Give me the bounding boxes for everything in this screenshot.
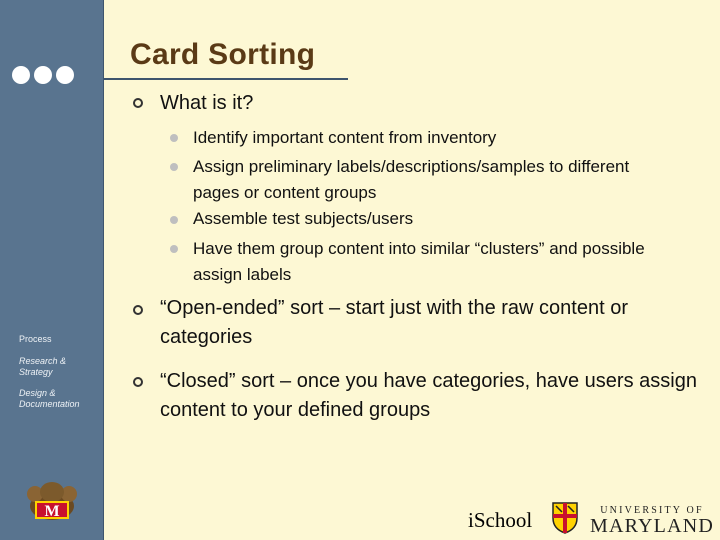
title-underline bbox=[103, 78, 348, 80]
university-line-1: UNIVERSITY OF bbox=[600, 505, 704, 516]
bullet-closed-sort: “Closed” sort – once you have categories, have users assign content to your defined groups bbox=[160, 370, 697, 421]
slide-title: Card Sorting bbox=[130, 38, 316, 71]
bullet-what-is-it: What is it? bbox=[160, 92, 254, 114]
circle-icon bbox=[34, 66, 52, 84]
subitem-assemble: Assemble test subjects/users bbox=[193, 209, 414, 228]
sidebar bbox=[0, 0, 104, 540]
decorative-circles bbox=[12, 66, 74, 84]
bullet-icon bbox=[133, 377, 143, 387]
bullet-open-ended-sort: “Open-ended” sort – start just with the raw content or categories bbox=[160, 297, 628, 348]
mascot-letter: M bbox=[44, 503, 60, 520]
sub-bullet-icon bbox=[170, 134, 178, 142]
bullet-icon bbox=[133, 305, 143, 315]
sidebar-item-research-strategy[interactable]: Research & Strategy bbox=[19, 356, 67, 377]
university-seal-icon bbox=[550, 500, 580, 534]
sub-bullet-icon bbox=[170, 216, 178, 224]
circle-icon bbox=[12, 66, 30, 84]
subitem-identify: Identify important content from inventory bbox=[193, 128, 497, 147]
sub-bullet-icon bbox=[170, 245, 178, 253]
university-wordmark bbox=[588, 505, 716, 536]
university-line-2: MARYLAND bbox=[589, 515, 715, 537]
sidebar-item-process[interactable]: Process bbox=[19, 334, 52, 344]
terrapin-mascot-logo bbox=[22, 480, 82, 524]
sub-bullet-icon bbox=[170, 163, 178, 171]
ischool-wordmark: iSchool bbox=[468, 507, 533, 532]
footer-brand bbox=[468, 505, 532, 535]
subitem-assign-labels: Assign preliminary labels/descriptions/samples to different pages or content groups bbox=[193, 157, 630, 202]
sidebar-item-design-documentation[interactable]: Design & Documentation bbox=[19, 388, 80, 409]
subitem-group-content: Have them group content into similar “clusters” and possible assign labels bbox=[193, 239, 645, 284]
circle-icon bbox=[56, 66, 74, 84]
bullet-icon bbox=[133, 98, 143, 108]
